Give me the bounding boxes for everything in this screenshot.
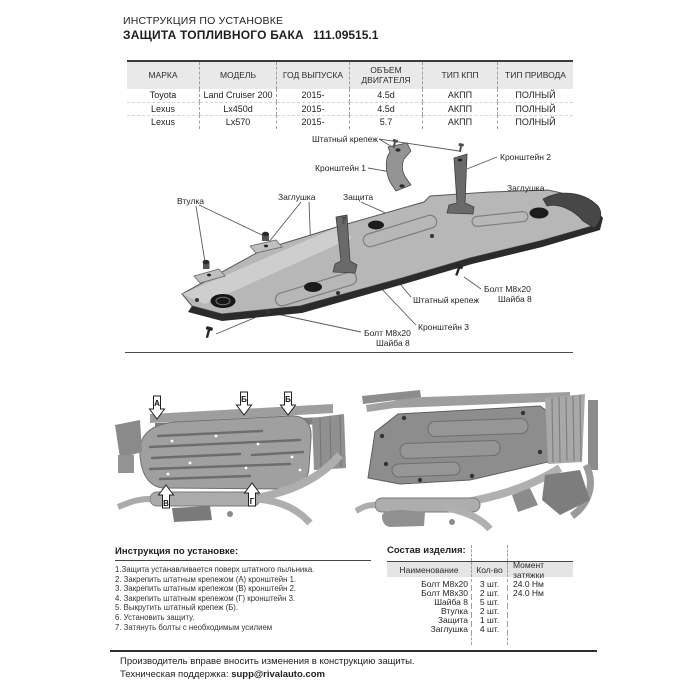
svg-text:А: А [154,399,160,408]
svg-text:Б: Б [241,395,247,404]
photo-before-install [100,386,350,531]
cell: 4 шт. [472,624,508,633]
spacer-cell [472,545,508,561]
label-fastener-bottom: Штатный крепеж [413,295,480,305]
column-header: ТИП КПП [423,62,498,89]
cell: 24.0 Нм [513,587,544,598]
column-header: ГОД ВЫПУСКА [277,62,350,89]
cell: 5 шт. [472,597,508,606]
support-label: Техническая поддержка: [120,669,232,680]
photo-after-install [355,386,610,531]
fitment-header-row [127,62,573,89]
cell: Toyota [127,89,200,102]
label-fastener-top: Штатный крепеж [311,134,378,144]
cell [508,606,573,615]
cell: 2 шт. [472,588,508,597]
table-footer-space [387,633,573,645]
cell: Болт М8х30 [387,588,472,597]
column-header: ТИП ПРИВОДА [498,62,573,89]
spacer-cell [508,633,573,645]
heading-rule [115,560,371,561]
cell: 2 шт. [472,606,508,615]
cell: Lexus [127,102,200,116]
cell: Land Cruiser 200 [200,89,277,102]
cell: 24.0 Нм [513,578,544,589]
label-plug-right: Заглушка [507,183,545,193]
install-step: 5. Выкрутить штатный крепеж (Б). [115,603,239,613]
column-header: МАРКА [127,62,200,89]
fitment-table [127,60,573,129]
install-step: 2. Закрепить штатным крепежом (А) кронштейн 1. [115,574,297,584]
label-bushing: Втулка [177,196,205,206]
table-row [387,624,573,633]
cell: 4.5d [350,89,423,102]
svg-text:Г: Г [249,497,255,506]
bracket2-part [447,154,474,214]
cell [508,624,573,633]
label-bracket1: Кронштейн 1 [315,163,366,173]
doc-subtitle: ИНСТРУКЦИЯ ПО УСТАНОВКЕ [123,15,284,27]
installed-shield-illustration [356,390,598,529]
cell: Втулка [387,606,472,615]
cell: Защита [387,615,472,624]
parts-heading: Состав изделия: [387,545,472,561]
cell [508,597,573,606]
install-step: 4. Закрепить штатным крепежом (Г) кронштейн 3. [115,593,296,603]
cell: 5.7 [350,115,423,129]
label-bolt-left-2: Шайба 8 [376,338,410,348]
cell [508,615,573,624]
bracket1-part [386,143,411,191]
column-header: Момент затяжки [508,562,573,577]
cell: АКПП [423,102,498,116]
cell: ПОЛНЫЙ [498,102,573,116]
install-step: 1.Защита устанавливается поверх штатного пыльника. [115,565,315,574]
footer-divider [110,650,597,652]
support-line [120,669,325,680]
label-bolt-left-1: Болт М8х20 [364,328,411,338]
table-row [127,115,573,129]
cell: ПОЛНЫЙ [498,115,573,129]
install-step: 6. Установить защиту. [115,612,195,622]
cell: Заглушка [387,624,472,633]
cell: 3 шт. [472,579,508,588]
parts-header-row [387,559,573,580]
install-step: 7. Затянуть болты с необходимым усилием [115,622,273,632]
label-bolt-right-2: Шайба 8 [498,294,532,304]
table-row [127,89,573,102]
column-header: Наименование [387,562,472,577]
cell: АКПП [423,89,498,102]
label-shield: Защита [343,192,374,202]
svg-text:Б: Б [285,395,291,404]
cell: 2015- [277,102,350,116]
cell: Lx450d [200,102,277,116]
parts-table [387,545,573,645]
cell: Lexus [127,115,200,129]
section-divider [125,352,573,353]
installation-heading: Инструкция по установке: [115,546,239,557]
cell: АКПП [423,115,498,129]
install-step: 3. Закрепить штатным крепежом (В) кронштейн 2. [115,584,297,594]
spacer-cell [387,633,472,645]
label-bolt-right-1: Болт М8х20 [484,284,531,294]
label-bracket3: Кронштейн 3 [418,322,469,332]
disclaimer-text: Производитель вправе вносить изменения в конструкцию защиты. [120,656,415,667]
support-email: supp@rivalauto.com [231,669,325,680]
cell: Болт М8х20 [387,579,472,588]
page-title: ЗАЩИТА ТОПЛИВНОГО БАКА [123,28,304,42]
underbody-illustration [115,404,346,523]
cell: ПОЛНЫЙ [515,90,556,101]
skid-plate [182,190,603,321]
spacer-cell [472,633,508,645]
cell: 1 шт. [472,615,508,624]
column-header: ОБЪЕМ ДВИГАТЕЛЯ [350,62,423,89]
part-number: 111.09515.1 [313,28,379,42]
column-header: Кол-во [472,562,508,577]
cell: 2015- [277,89,350,102]
column-header: МОДЕЛЬ [200,62,277,89]
exploded-diagram [100,128,610,358]
cell: 4.5d [350,102,423,116]
cell: Шайба 8 [387,597,472,606]
cell: 2015- [277,115,350,129]
label-plug-mid: Заглушка [278,192,316,202]
table-row [127,102,573,116]
cell: Lx570 [200,115,277,129]
label-bracket2: Кронштейн 2 [500,152,551,162]
svg-text:В: В [163,499,169,508]
installation-instructions [115,546,375,632]
